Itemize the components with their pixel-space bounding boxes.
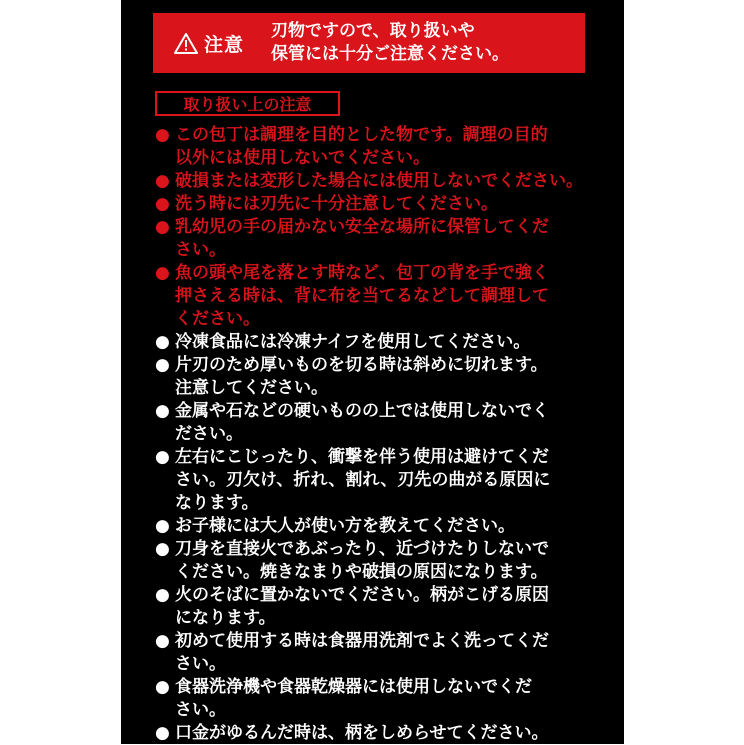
caution-item-line: 金属や石などの硬いものの上では使用しないでく — [175, 401, 549, 421]
caution-item — [155, 354, 595, 400]
caution-item-text — [175, 124, 595, 170]
caution-item-text — [175, 538, 595, 584]
caution-item — [155, 193, 595, 216]
caution-item — [155, 630, 595, 676]
bullet-icon: ● — [155, 539, 170, 559]
caution-item-line: 片刃のため厚いものを切る時は斜めに切れます。 — [175, 355, 548, 375]
caution-item-line: 食器洗浄機や食器乾燥器には使用しないでくだ — [175, 677, 532, 697]
caution-item-text — [175, 446, 595, 515]
caution-item-line: 押さえる時は、背に布を当てるなどして調理して — [175, 286, 549, 306]
bullet-icon: ● — [155, 332, 170, 352]
caution-item-line: 洗う時には刃先に十分注意してください。 — [175, 194, 498, 214]
caution-item-text — [175, 515, 595, 538]
bullet-icon: ● — [155, 125, 170, 145]
section-title: 取り扱い上の注意 — [155, 91, 340, 116]
caution-item-text — [175, 193, 595, 216]
caution-item-line: さい。刃欠け、折れ、割れ、刃先の曲がる原因に — [175, 470, 551, 490]
bullet-icon: ● — [155, 171, 170, 191]
caution-item-text — [175, 584, 595, 630]
caution-item-line: 魚の頭や尾を落とす時など、包丁の背を手で強く — [175, 263, 549, 283]
caution-item-line: ください。 — [175, 309, 260, 329]
warning-label: 注意 — [203, 33, 244, 56]
bullet-icon: ● — [155, 194, 170, 214]
caution-item-line: 火のそばに置かないでください。柄がこげる原因 — [175, 585, 549, 605]
caution-item — [155, 446, 595, 515]
caution-item — [155, 722, 595, 745]
caution-item-text — [175, 400, 595, 446]
bullet-icon: ● — [155, 263, 170, 283]
warning-badge — [153, 13, 265, 73]
caution-item-line: 口金がゆるんだ時は、柄をしめらせてください。 — [175, 723, 549, 743]
bullet-icon: ● — [155, 217, 170, 237]
caution-item-line: 注意してください。 — [175, 378, 328, 398]
bullet-icon: ● — [155, 355, 170, 375]
bullet-icon: ● — [155, 401, 170, 421]
caution-item-text — [175, 216, 595, 262]
warning-banner — [153, 13, 585, 73]
caution-item — [155, 538, 595, 584]
caution-item-line: 破損または変形した場合には使用しないでください。 — [175, 171, 583, 191]
warning-message — [265, 20, 585, 66]
caution-item-line: お子様には大人が使い方を教えてください。 — [175, 516, 515, 536]
caution-item-line: なります。 — [175, 493, 259, 513]
caution-item — [155, 124, 595, 170]
caution-item — [155, 331, 595, 354]
caution-item — [155, 216, 595, 262]
caution-item-line: になります。 — [175, 608, 276, 628]
caution-item — [155, 584, 595, 630]
bullet-icon: ● — [155, 723, 170, 743]
caution-item-text — [175, 722, 595, 745]
bullet-icon: ● — [155, 447, 170, 467]
bullet-icon: ● — [155, 631, 170, 651]
caution-item-text — [175, 262, 595, 331]
caution-item-text — [175, 331, 595, 354]
bullet-icon: ● — [155, 516, 170, 536]
caution-item — [155, 262, 595, 331]
caution-item-line: 刀身を直接火であぶったり、近づけたりしないで — [175, 539, 549, 559]
caution-item-text — [175, 170, 595, 193]
caution-item — [155, 515, 595, 538]
caution-item-line: 乳幼児の手の届かない安全な場所に保管してくだ — [175, 217, 549, 237]
caution-item-text — [175, 676, 595, 722]
warning-message-line: 刃物ですので、取り扱いや — [271, 21, 475, 41]
bullet-icon: ● — [155, 585, 170, 605]
caution-item-line: さい。 — [175, 700, 226, 720]
caution-item-line: ださい。 — [175, 424, 243, 444]
caution-item-line: ください。焼きなまりや破損の原因になります。 — [175, 562, 548, 582]
caution-item — [155, 170, 595, 193]
caution-item — [155, 400, 595, 446]
warning-triangle-icon — [174, 33, 198, 54]
caution-list — [155, 124, 595, 745]
caution-item-text — [175, 354, 595, 400]
bullet-icon: ● — [155, 677, 170, 697]
warning-message-line: 保管には十分ご注意ください。 — [271, 44, 509, 64]
caution-item-line: この包丁は調理を目的とした物です。調理の目的 — [175, 125, 548, 145]
caution-item-text — [175, 630, 595, 676]
caution-item-line: さい。 — [175, 240, 226, 260]
caution-item-line: 初めて使用する時は食器用洗剤でよく洗ってくだ — [175, 631, 549, 651]
caution-item-line: 左右にこじったり、衝撃を伴う使用は避けてくだ — [175, 447, 549, 467]
caution-item-line: 冷凍食品には冷凍ナイフを使用してください。 — [175, 332, 531, 352]
caution-item — [155, 676, 595, 722]
caution-item-line: 以外には使用しないでください。 — [175, 148, 430, 168]
caution-item-line: さい。 — [175, 654, 226, 674]
